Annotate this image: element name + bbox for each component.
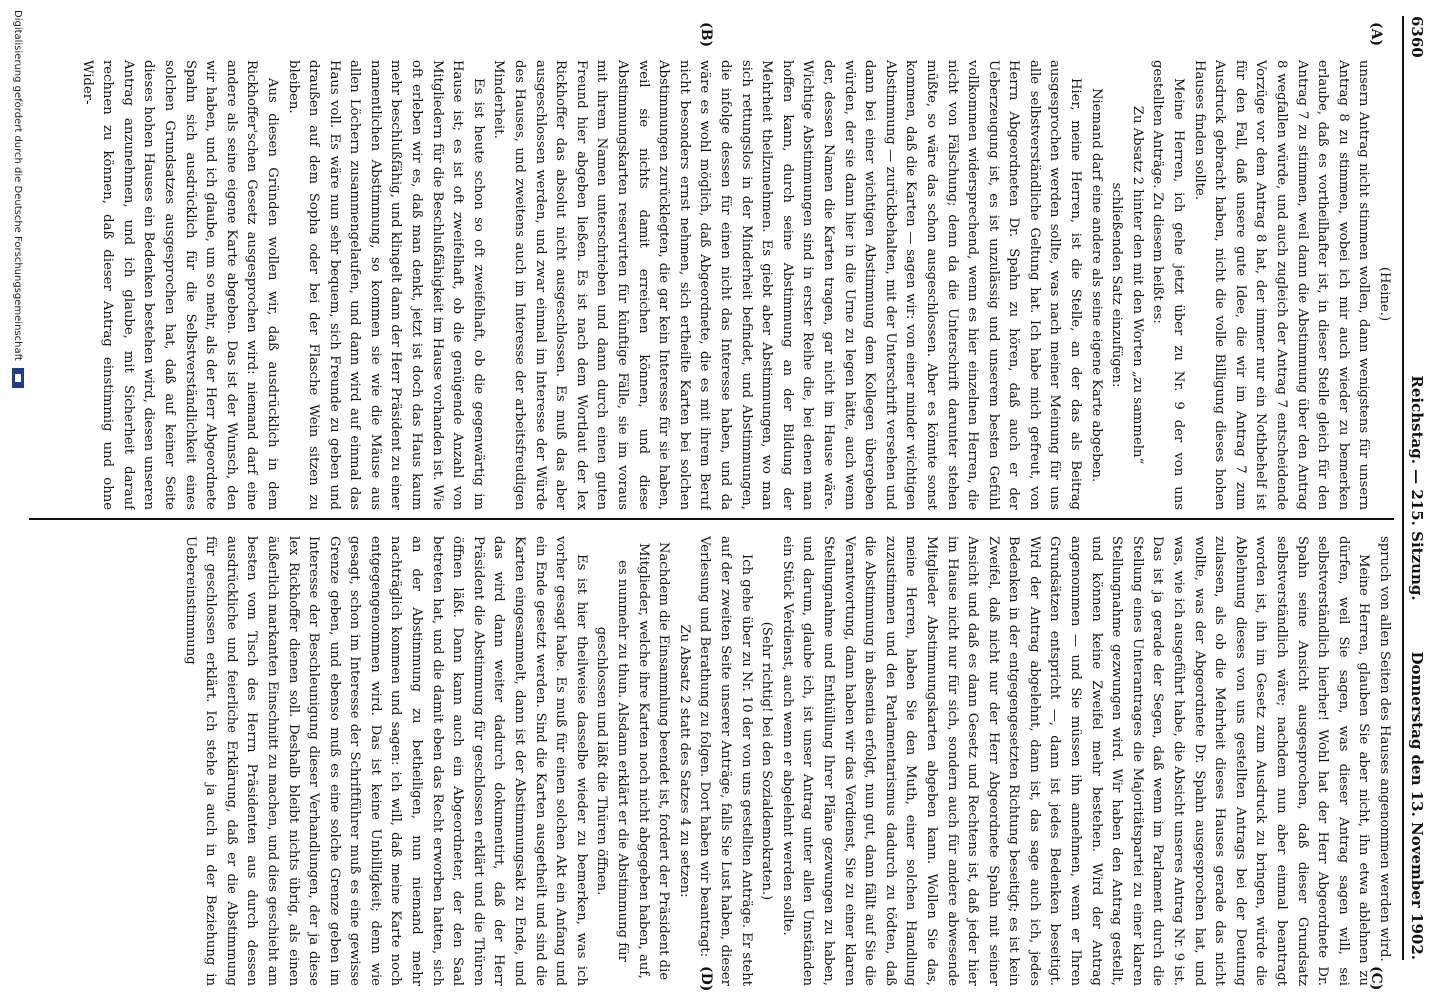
column-divider	[29, 518, 1394, 520]
paragraph: Es ist hier theilweise dasselbe wieder zu bemerken, was ich vorher gesagt habe. Es muß für einen solchen Akt ein Anfang und ein Ende gesetzt werden. Sind die Karten ausgetheilt und sind die Karten eingesammelt, dann ist der Abstimmungsakt zu Ende, und das wird dann weiter dadurch dokumentirt, daß der Herr Präsident die Abstimmung für geschlossen erklärt und die Thüren öffnen läßt. Dann kann auch ein Abgeordneter, der den Saal betreten hat, und die damit eben das Recht erworben hatten, sich an der Abstimmung zu betheiligen, nun niemand mehr nachträglich kommen und sagen: ich will, daß meine Karte noch entgegengenommen wird. Das ist keine Unbilligkeit; denn wie gesagt, schon im Interesse der Schriftführer muß es eine gewisse Grenze geben, und ebenso muß es eine solche Grenze geben im Interesse der Beschleunigung dieser Verhandlungen, der ja diese lex Rickhoffer dienen soll. Deshalb bleibt nichts übrig, als einen äußerlich markanten Einschnitt zu machen, und dies geschieht am besten vom Tisch des Herrn Präsidenten aus durch dessen ausdrückliche und feierliche Erklärung, daß er die Abstimmung für geschlossen erklärt. Ich stehe ja auch in der Beziehung in Uebereinstimmung	[182, 536, 589, 986]
paragraph: Aus diesen Gründen wollen wir, daß ausdrücklich in dem Rickhoffer'schen Gesetz ausgesprochen wird: niemand darf eine andere als seine eigene Karte abgeben. Das ist der Wunsch, den wir haben, und ich glaube, um so mehr, als der Herr Abgeordnete Spahn sich ausdrücklich für die Selbstverständlichkeit eines solchen Grundsatzes ausgesprochen hat, daß auf keiner Seite dieses hohen Hauses ein Bedenken bestehen wird, diesen unseren Antrag anzunehmen, und ich glaube, mit Sicherheit darauf rechnen zu können, daß dieser Antrag einstimmig und ohne Wider-	[79, 60, 280, 510]
paragraph: Ich gehe über zu Nr. 10 der von uns gestellten Anträge. Er steht auf der zweiten Seite unserer Anträge, falls Sie Lust haben, dieser Verlesung und Berathung zu folgen. Dort haben wir beantragt:	[697, 536, 754, 986]
digitization-credit	[12, 10, 24, 990]
left-column	[34, 60, 1394, 510]
paragraph: spruch von allen Seiten des Hauses angenommen werden wird.	[1377, 536, 1392, 962]
running-head	[1402, 16, 1426, 960]
header-title: Reichstag. — 215. Sitzung.	[1408, 375, 1426, 601]
paragraph: Hier, meine Herren, ist die Stelle, an der das als Beitrag ausgesprochen werden sollte, was nach meiner Meinung für uns alle selbstverständliche Geltung hat. Ich habe mich gefreut, von Herrn Abgeordneten Dr. Spahn zu hören, daß auch er der Ueberzeugung ist, es ist unzulässig und unserem besten Gefühl vollkommen widersprechend, wenn es hier einzelnen Herren, die nicht von Fälschung; denn da die Unterschrift darunter stehen müßte, so wäre das schon ausgeschlossen. Aber es könnte sonst kommen, daß die Karten — sagen wir: von einer minder wichtigen Abstimmung — zurückbehalten, mit der Unterschrift versehen und dann bei einer wichtigen Abstimmung dem Kollegen übergeben würden, der sie dann hier in die Urne zu legen hätte, auch wenn der, dessen Namen die Karten tragen, gar nicht im Hause wäre. Wichtige Abstimmungen sind in erster Reihe die, bei denen man hoffen kann, durch seine Abstimmung an der Bildung der Mehrheit theilzunehmen. Es giebt aber Abstimmungen, wo man sich rettungslos in der Minderheit befindet, und Abstimmungen, die infolge dessen für einen nicht das Interesse haben, und da wäre es wohl möglich, daß Abgeordnete, die es mit ihrem Beruf nicht besonders ernst nehmen, sich ertheilte Karten bei solchen Abstimmungen zurücklegten, die gar kein Interesse für sie haben, weil sie nichts damit erreichen können, und diese Abstimmungskarten reservirten für künftige Fälle, sie im voraus mit ihrem Namen unterschrieben und dann durch einen guten Freund hier abgeben ließen. Es ist nach dem Wortlaut der lex Rickhoffer das absolut nicht ausgeschlossen. Es muß das aber ausgeschlossen werden, und zwar einmal im Interesse der Würde des Hauses, und zweitens auch im Interesse der arbeitsfreudigen Minderheit.	[491, 60, 1084, 510]
quoted-motion: Zu Absatz 2 hinter den mit den Worten „zu sammeln“ schließenden Satz einzufügen:	[1109, 105, 1145, 465]
right-column	[34, 536, 1394, 986]
margin-mark-d: (D)	[698, 966, 714, 992]
dfg-logo-icon	[12, 368, 24, 388]
quoted-motion: Zu Absatz 2 statt des Satzes 4 zu setzen:	[676, 624, 692, 898]
paragraph: Meine Herren, ich gehe jetzt über zu Nr. 9 der von uns gestellten Anträge. Zu diesem heißt es:	[1150, 60, 1187, 510]
paragraph: Es ist heute schon so oft zweifelhaft, ob die gegenwärtig im Hause ist; es ist oft zweifelhaft, ob die genügende Anzahl von Mitgliedern für die Beschlußfähigkeit im Hause vorhanden ist. Wie oft erleben wir es, daß man denkt, jetzt ist doch das Haus kaum mehr beschlußfähig, und klingelt dann der Herr Präsident zu einer namentlichen Abstimmung, so kommen sie wie die Mäuse aus allen Löchern zusammengelaufen, und dann wird auf einmal das Haus voll. Es wäre nun sehr bequem, sich Freunde zu geben und draußen auf dem Sopha oder bei der Flasche Wein sitzen zu bleiben.	[285, 60, 486, 510]
header-rule	[1402, 16, 1404, 960]
margin-mark-c: (C)	[1368, 966, 1384, 991]
page-number: 6360	[1408, 16, 1426, 58]
quoted-motion: Nachdem die Einsammlung beendet ist, fordert der Präsident die Mitglieder, welche ihre Karten noch nicht abgegeben haben, auf, es nunmehr zu thun. Alsdann erklärt er die Abstimmung für geschlossen und läßt die Thüren öffnen.	[594, 541, 672, 981]
speaker-label: (Heine.)	[1377, 266, 1392, 322]
paragraph: unsern Antrag nicht stimmen wollen, dann wenigstens für unsern Antrag 8 zu stimmen, wobei ich mir auch wieder zu bemerken erlaube, daß es vortheilhafter ist, in dieser Stelle gleich für den Antrag 7 zu stimmen, weil dann die Abstimmung über den Antrag 8 wegfallen würde, und auch zugleich der Antrag 7 entscheidende Vorzüge vor dem Antrag 8 hat, der immer nur ein Nothbehelf ist für den Fall, daß unsere gute Idee, die wir im Antrag 7 zum Ausdruck gebracht haben, nicht die volle Billigung dieses hohen Hauses finden sollte.	[1191, 60, 1372, 510]
credit-text: Digitalisierung gefördert durch die Deutsche Forschungsgemeinschaft	[12, 10, 23, 361]
paragraph: Meine Herren, glauben Sie aber nicht, ihn etwa ablehnen zu dürfen, weil Sie sagen, was dieser Antrag sagen will, sei selbstverständlich hierher! Wohl hat der Herr Abgeordnete Dr. Spahn seine Ansicht ausgesprochen, daß dieser Grundsatz selbstverständlich wäre; nachdem nun aber einmal beantragt worden ist, ihn im Gesetz zum Ausdruck zu bringen, würde die Ablehnung dieses von uns gestellten Antrags bei der Deutung zulassen, als ob die Mehrheit dieses Hauses gerade das nicht wollte, was der Abgeordnete Dr. Spahn ausgesprochen hat, und was, wie ich ausgeführt habe, die Absicht unseres Antrag Nr. 9 ist. Das ist ja gerade der Segen, daß wenn im Parlament durch die Stellung eines Unterantrages die Majoritätspartei zu einer klaren Stellungnahme gezwungen wird. Wir haben den Antrag gestellt, und können keine Zweifel mehr bestehen. Wird der Antrag angenommen — und Sie müssen ihn annehmen, wenn er Ihren Grundsätzen entspricht —, dann ist jedes Bedenken beseitigt. Wird der Antrag abgelehnt, dann ist, das sage auch ich, jedes Bedenken in der entgegengesetzten Richtung beseitigt; es ist kein Zweifel, daß nicht nur der Herr Abgeordnete Spahn mit seiner Ansicht und daß es dann Gesetz und Rechtens ist, daß jeder hier im Hause nicht nur für sich, sondern auch für andere abwesende Mitglieder Abstimmungskarten abgeben kann. Wollen Sie das, meine Herren, haben Sie den Muth, einer solchen Handlung zuzustimmen und den Parlamentarismus dadurch zu tödten, daß die Abstimmung in absentia erfolgt, nun gut, dann fällt auf Sie die Verantwortung, dann haben wir das Verdienst, Sie zu einer klaren Stellungnahme und Enthüllung Ihrer Pläne gezwungen zu haben, und darum, glaube ich, ist unser Antrag unter allen Umständen ein Stück Verdienst, auch wenn er abgelehnt werden sollte.	[779, 536, 1372, 986]
interjection: (Sehr richtig! bei den Sozialdemokraten.)	[759, 621, 775, 901]
quoted-motion: Niemand darf eine andere als seine eigene Karte abgeben.	[1088, 87, 1104, 483]
header-date: Donnerstag den 13. November 1902.	[1408, 651, 1426, 960]
margin-mark-b: (B)	[698, 22, 714, 48]
margin-mark-a: (A)	[1368, 22, 1384, 47]
